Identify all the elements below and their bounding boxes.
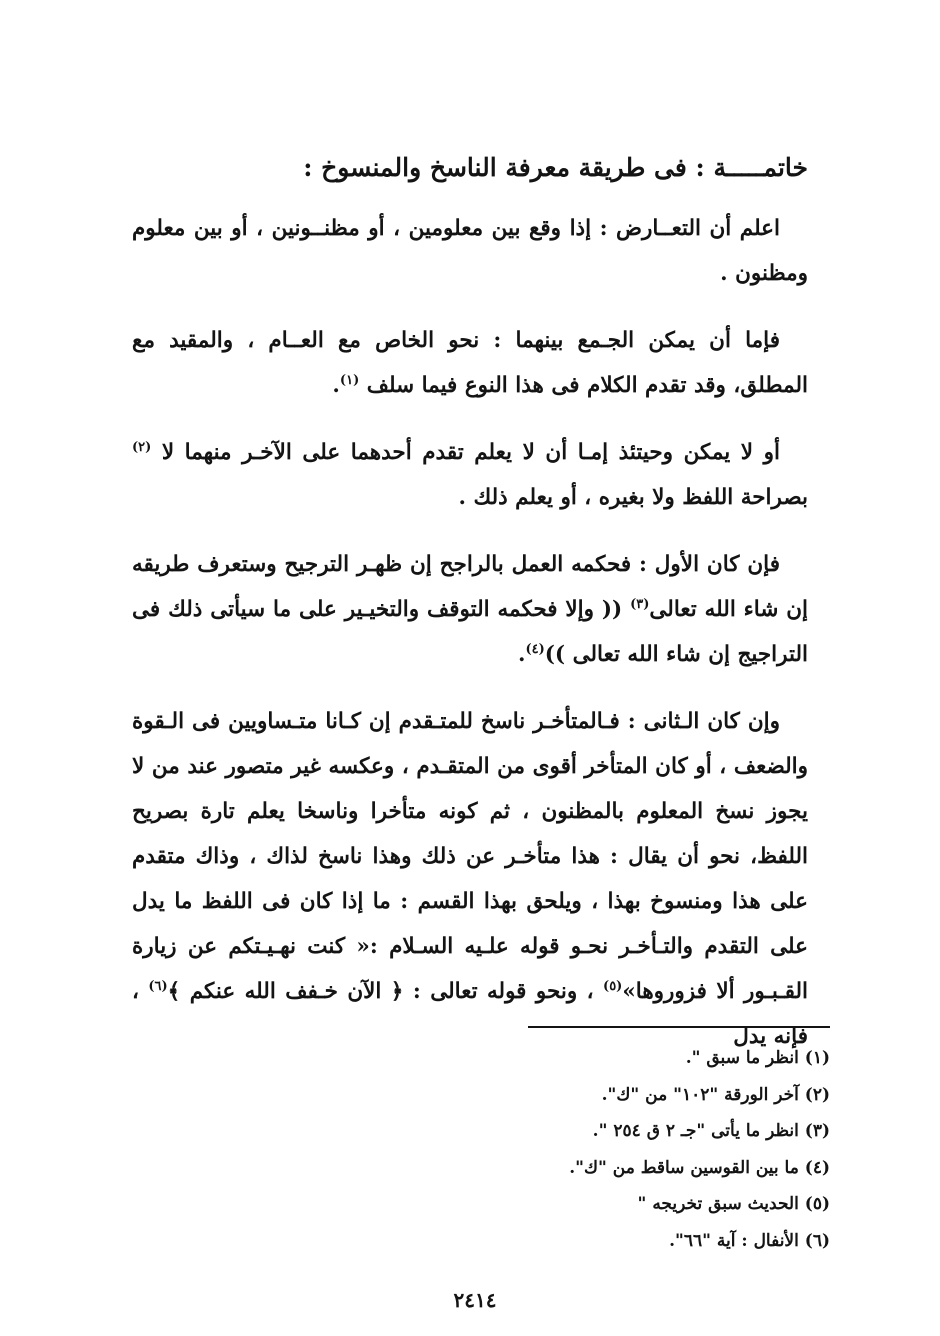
body-text	[132, 206, 808, 1081]
paragraph-text: أو لا يمكن وحيتئذ إمـا أن لا يعلم تقدم أحدهما على الآخـر منهما لا	[161, 440, 780, 465]
paragraph-5	[132, 699, 808, 1059]
paragraph-tail: .	[332, 373, 340, 398]
section-heading: خاتمـــــة : فى طريقة معرفة الناسخ والمنسوخ :	[303, 153, 808, 182]
footnotes-list	[350, 1040, 830, 1259]
footnote-5: (٥) الحديث سبق تخريجه "	[637, 1194, 830, 1214]
paragraph-text: وإن كان الـثانى : فـالمتأخـر ناسخ للمتـقدم إن كـانا متـساويين فى الـقوة والضعف ، أو كان المتأخر أقوى من المتقـدم ، وعكسه غير متصور عند من لا يجوز نسخ المعلوم بالمظنون ، ثم كونه متأخرا وناسخا يعلم تارة بصريح اللفظ، نحو أن يقال : هذا متأخـر عن ذلك وهذا ناسخ لذاك ، وذاك متقدم على هذا ومنسوخ بهذا ، ويلحق بهذا القسم : ما إذا كان فى اللفظ ما يدل على التقدم والتـأخـر نحـو قوله علـيه السـلام :« كنت نهـيـتكم عن زيارة القـبـور ألا فزوروها»	[132, 709, 809, 1004]
footnote-ref-4[interactable]: (٤)	[525, 641, 545, 657]
footnote-6: (٦) الأنفال : آية "٦٦".	[669, 1230, 830, 1251]
paragraph-text: فإن كان الأول : فحكمه العمل بالراجح إن ظهـر الترجيح وستعرف طريقه إن شاء الله تعالى	[132, 552, 808, 622]
paragraph-tail: ، فإنه يدل	[132, 979, 808, 1049]
paragraph-text: فإما أن يمكن الجـمع بينهما : نحو الخاص مع العــام ، والمقيد مع المطلق، وقد تقدم الكلام فى هذا النوع فيما سلف	[132, 328, 808, 398]
footnote-ref-1[interactable]: (١)	[339, 372, 360, 388]
paragraph-tail: بصراحة اللفظ ولا بغيره ، أو يعلم ذلك .	[458, 485, 808, 510]
paragraph-1	[132, 206, 808, 296]
paragraph-2	[132, 318, 808, 408]
footnote-ref-3[interactable]: (٣)	[630, 596, 650, 612]
footnote-3: (٣) انظر ما يأتى "جـ ٢ ق ٢٥٤ ".	[592, 1121, 830, 1141]
paragraph-3	[132, 430, 808, 520]
paragraph-tail: ، ونحو قوله تعالى : ﴿ الآن خـفف الله عنكم ﴾	[167, 979, 604, 1004]
footnote-ref-6[interactable]: (٦)	[148, 978, 168, 994]
paragraph-text: اعلم أن التعــارض : إذا وقع بين معلومين ، أو مظنــونين ، أو بين معلوم ومظنون .	[132, 216, 808, 286]
footnote-ref-5[interactable]: (٥)	[603, 978, 623, 994]
footnote-2: (٢) آخر الورقة "١٠٢" من "ك".	[601, 1084, 830, 1105]
paragraph-tail: (( وإلا فحكمه التوقف والتخيـير على ما سيأتى ذلك فى التراجيج إن شاء الله تعالى ))	[132, 597, 808, 667]
page-number: ٢٤١٤	[453, 1288, 497, 1312]
footnote-ref-2[interactable]: (٢)	[132, 439, 152, 455]
footnote-divider	[528, 1026, 830, 1028]
footnote-1: (١) انظر ما سبق ".	[685, 1048, 830, 1068]
footnote-4: (٤) ما بين القوسين ساقط من "ك".	[569, 1157, 830, 1178]
paragraph-tail: .	[517, 642, 526, 667]
paragraph-4	[132, 542, 808, 677]
